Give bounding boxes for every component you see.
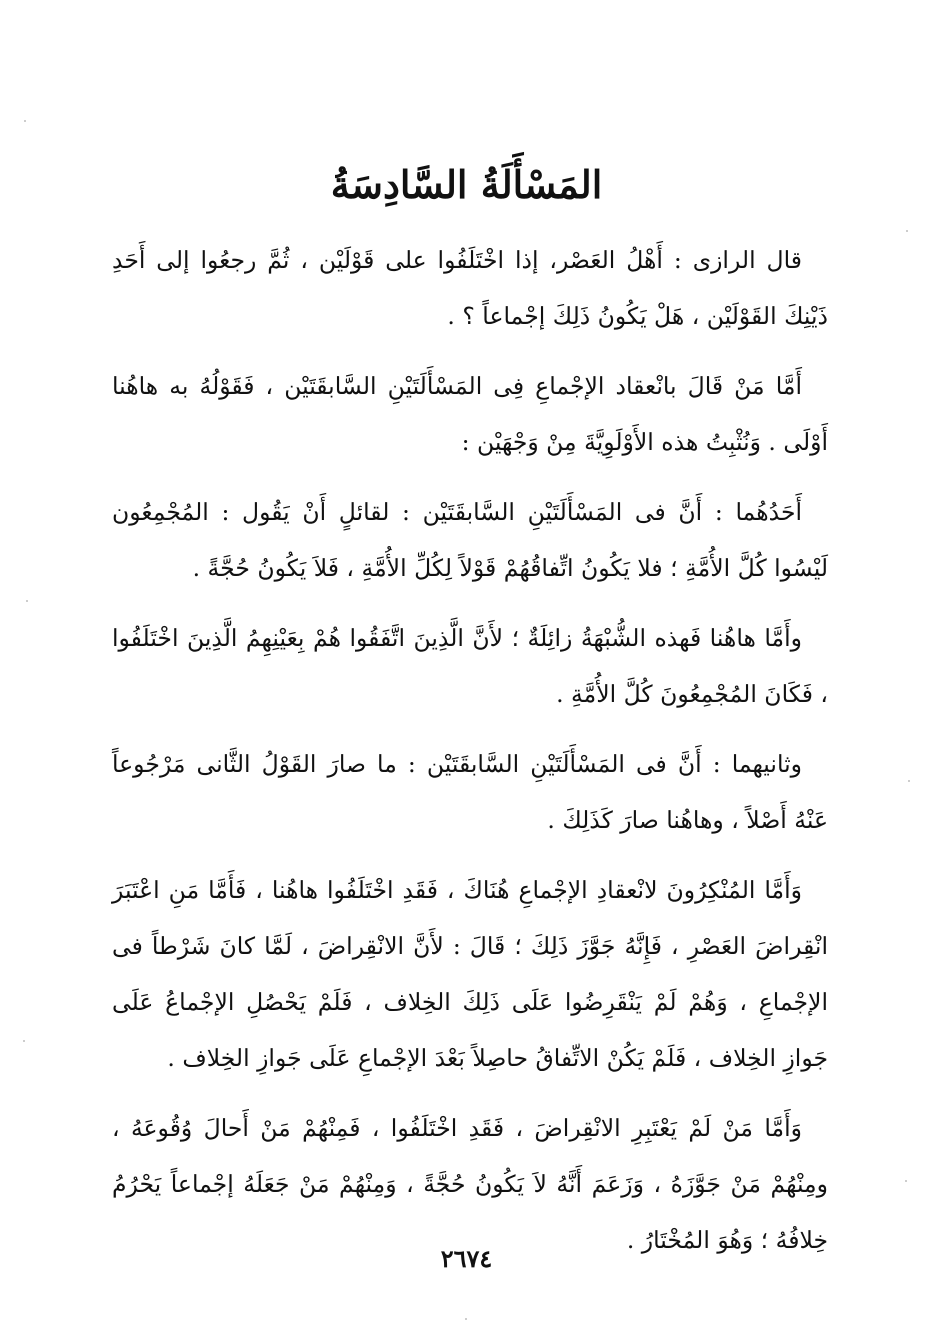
paragraph-5: وثانيهما : أَنَّ فى المَسْأَلَتَيْنِ السَّابقَتَيْن : ما صارَ القَوْلُ الثَّانى مَرْجُوعاً عَنْهُ أَصْلاً ، وهاهُنا صارَ كَذَلِكَ .: [112, 750, 828, 834]
page-number: ٢٦٧٤: [440, 1244, 493, 1273]
paragraph-2: أَمَّا مَنْ قَالَ بانْعقاد الإجْماعِ فِى المَسْأَلَتَيْنِ السَّابقَتَيْن ، فَقَوْلُهُ به هاهُنا أَوْلَى . وَنُثْبِتُ هذه الأَوْلَوِيَّةَ مِنْ وَجْهَيْن :: [112, 372, 828, 456]
scan-speck: [908, 780, 910, 782]
paragraph-4: وأَمَّا هاهُنا فَهذه الشُّبْهَةُ زائِلَةٌ ؛ لأَنَّ الَّذِينَ اتَّفَقُوا هُمْ بِعَيْنِهِمُ الَّذِينَ اخْتَلَفُوا ، فَكَانَ المُجْمِعُونَ كُلَّ الأُمَّةِ .: [112, 624, 828, 708]
text-body: [112, 232, 828, 1282]
scan-speck: [23, 1040, 25, 1042]
paragraph-7: وَأَمَّا مَنْ لَمْ يَعْتَبِرِ الانْقِراضَ ، فَقَدِ اخْتَلَفُوا ، فَمِنْهُمْ مَنْ أَحالَ وُقُوعَهُ ، ومِنْهُمْ مَنْ جَوَّزَهُ ، وَزَعَمَ أَنَّهُ لاَ يَكُونُ حُجَّةً ، وَمِنْهُمْ مَنْ جَعَلَهُ إجْماعاً يَحْرُمُ خِلافُهُ ؛ وَهُوَ المُخْتَارُ .: [112, 1114, 828, 1254]
paragraph-6: وَأَمَّا المُنْكِرُونَ لانْعقادِ الإجْماعِ هُنَاكَ ، فَقَدِ اخْتَلَفُوا هاهُنا ، فَأَمَّا مَنِ اعْتَبَرَ انْقِراضَ العَصْرِ ، فَإِنَّهُ جَوَّزَ ذَلِكَ ؛ قَالَ : لأَنَّ الانْقِراضَ ، لَمَّا كانَ شَرْطاً فى الإجْماعِ ، وَهُمْ لَمْ يَنْقَرِضُوا عَلَى ذَلِكَ الخِلاف ، فَلَمْ يَحْصُلِ الإجْماعُ عَلَى جَوازِ الخِلاف ، فَلَمْ يَكُنْ الاتِّفاقُ حاصِلاً بَعْدَ الإجْماعِ عَلَى جَوازِ الخِلاف .: [112, 876, 828, 1072]
scan-speck: [906, 230, 908, 232]
scan-speck: [465, 1318, 467, 1320]
chapter-title: المَسْأَلَةُ السَّادِسَةُ: [330, 162, 603, 207]
scan-speck: [26, 600, 28, 602]
paragraph-3: أَحَدُهُما : أَنَّ فى المَسْأَلَتَيْنِ السَّابقَتَيْن : لقائلٍ أَنْ يَقُول : المُجْمِعُون لَيْسُوا كُلَّ الأُمَّةِ ؛ فلا يَكُونُ اتِّفاقُهُمْ قَوْلاً لِكُلِّ الأُمَّةِ ، فَلاَ يَكُونُ حُجَّةً .: [112, 498, 828, 582]
scan-speck: [905, 1180, 907, 1182]
scan-speck: [24, 120, 26, 122]
paragraph-1: قال الرازى : أَهْلُ العَصْر، إذا اخْتَلَفُوا على قَوْلَيْن ، ثُمَّ رجعُوا إلى أَحَدِ ذَيْنِكَ القَوْلَيْن ، هَلْ يَكُونُ ذَلِكَ إجْماعاً ؟ .: [112, 246, 828, 330]
